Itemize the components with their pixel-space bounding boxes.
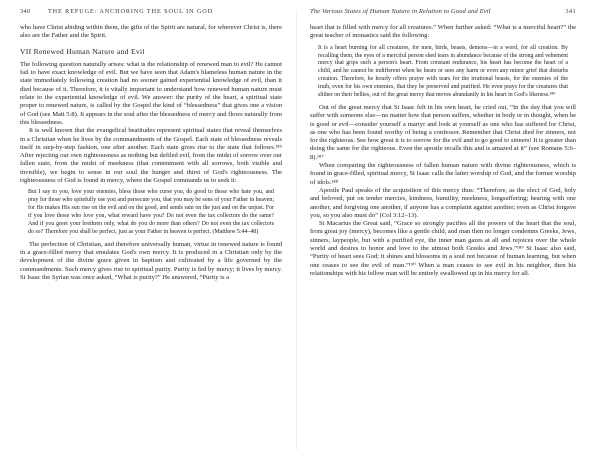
right-paragraph-4: St Macarius the Great said, “Grace so strongly pacifies all the powers of the heart that the soul, from great joy (mercy), becomes like a gentle child, and man then no longer condemns Greeks, Jews, sinners, laypeople, but with a purified eye, the inner man gazes at all and rejoices over the whole world and desires to honor and love to the utmost both Greeks and Jews.”¹⁸⁹ St Isaac also said, “Purity of heart sees God; it shines and blossoms in a soul not because of human learning, but when one ceases to see the evil of man.”¹⁹⁰ When a man ceases to see evil in his neighbor, then his relationships with his fellow man will be entirely swallowed up in his mercy for all.	[310, 220, 576, 277]
right-page-number: 341	[565, 8, 576, 15]
left-page	[0, 0, 290, 461]
left-page-body	[20, 24, 282, 282]
right-page	[304, 0, 594, 461]
right-paragraph-1: Out of the great mercy that St Isaac felt in his own heart, he cried out, “In the day that you will suffer with someone else—no matter how that person suffers, whether in body or in thought, when he is good or evil—consider yourself a martyr and look at yourself as one who has suffered for Christ, as one who has been found worthy of being a confessor. Remember that Christ died for sinners, not for the righteous. See how great it is to sorrow for the evil and to go good to sinners! It is greater than doing the same for the righteous. Even the apostle recalls this and is amazed at it” (see Romans 5:6–8).¹⁸⁷	[310, 103, 576, 161]
right-continuation-paragraph: heart that is filled with mercy for all creatures.” When further asked: “What is a merciful heart?” the great teacher of monastics said the following:	[310, 24, 576, 40]
right-paragraph-2: When comparing the righteousness of fallen human nature with divine righteousness, which is found in grace-filled, spiritual mercy, St Isaac calls the latter worship of God, and the former worship of idols.¹⁸⁸	[310, 162, 576, 186]
left-running-title: THE REFUGE: ANCHORING THE SOUL IN GOD	[48, 8, 213, 15]
right-running-title: The Various States of Human Nature in Relation to Good and Evil	[310, 8, 491, 15]
left-paragraph-2: It is well known that the evangelical beatitudes represent spiritual states that reveal themselves in a Christian when he lives by the commandments of the Gospel. Each state of blessedness reveals itself in step-by-step fashion, one after another. Each state gives rise to the state that follows.¹⁸⁵ After rejecting our own righteousness as nothing but defiled evil, from the midst of sorrow over our fallen state, from the midst of meekness (that contentment with all sorrows, both visible and invisible), we begin to sense in our soul the hunger and thirst of God's righteousness. The righteousness of God is found in mercy, where the Gospel commands us to seek it:	[20, 127, 282, 185]
right-page-body	[310, 24, 576, 278]
section-heading: VII Renewed Human Nature and Evil	[20, 46, 145, 56]
left-paragraph-3: The perfection of Christian, and therefore universally human, virtue in renewed nature is found in a grace-filled mercy that emulates God's own mercy. It is produced in a Christian only by the development of the divine grace given in baptism and cultivated by a life governed by the commandments. Such mercy gives rise to spiritual purity. Purity is fed by mercy; it lives by mercy. St Isaac the Syrian was once asked, “What is purity?” He answered, “Purity is a	[20, 240, 282, 281]
left-paragraph-1: The following question naturally arises: what is the relationship of renewed man to evil? He cannot fail to have exact knowledge of evil. But we have seen that Adam's blameless human nature in the state immediately following creation had no sooner gained experiential knowledge of evil, than it died because of it. Therefore, it is vitally important to understand how renewed human nature must relate to the experiential knowledge of evil. We answer: the purity of the heart, a spiritual state proper to renewed nature, is called by the Gospel the kind of “blessedness” that gives one a vision of God (see Matt 5:8). It appears in the soul after the blessedness of mercy and flows naturally from this blessedness.	[20, 60, 282, 126]
left-block-quote: But I say to you, love your enemies, bless those who curse you, do good to those who hate you, and pray for those who spitefully use you and persecute you, that you may be sons of your Father in heaven; for He makes His sun rise on the evil and on the good, and sends rain on the just and on the unjust. For if you love those who love you, what reward have you? Do not even the tax collectors do the same? And if you greet your brethren only, what do you do more than others? Do not even the tax collectors do so? Therefore you shall be perfect, just as your Father in heaven is perfect. (Matthew 5:44–48)	[28, 189, 274, 235]
right-paragraph-3: Apostle Paul speaks of the acquisition of this mercy thus: “Therefore, as the elect of God, holy and beloved, put on tender mercies, kindness, humility, meekness, longsuffering; bearing with one another, and forgiving one another, if anyone has a complaint against another; even as Christ forgave you, so you also must do” (Col 3:12–13).	[310, 186, 576, 219]
right-block-quote: It is a heart burning for all creatures, for men, birds, beasts, demons—in a word, for all creation. By recalling them, the eyes of a merciful person shed tears in abundance because of the strong and vehement mercy that grips such a person's heart. From constant endurance, his heart has become the heart of a child, and he cannot be indifferent when he hears or sees any harm or even any minor grief that disturbs creation. Therefore, he hourly offers prayer with tears for the irrational beasts, for the enemies of the truth, even for his own enemies, that they be preserved and purified. He even prays for the creatures that slither on their bellies, out of the great mercy that moves abundantly in his heart in God's likeness.¹⁸⁶	[318, 44, 568, 99]
page-gutter	[296, 10, 297, 450]
left-continuation-paragraph: who have Christ abiding within them, the gifts of the Spirit are natural, for wherever Christ is, there also are the Father and the Spirit.	[20, 24, 282, 40]
left-page-number: 340	[20, 8, 31, 15]
